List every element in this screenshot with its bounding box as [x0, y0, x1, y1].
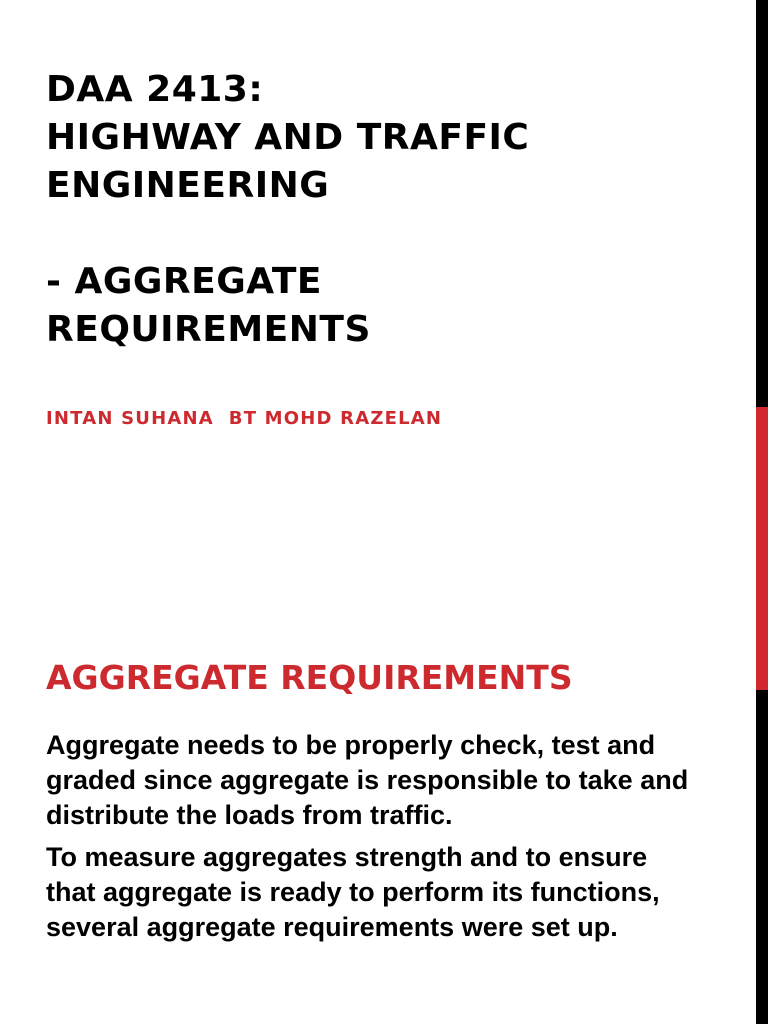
- body-paragraph: To measure aggregates strength and to ensure that aggregate is ready to perform its functions, several aggregate requirements were set up.: [46, 842, 660, 942]
- author-name: INTAN SUHANA BT MOHD RAZELAN: [46, 408, 443, 429]
- right-edge-accent-bar: [756, 407, 768, 690]
- content-slide: [0, 600, 756, 1024]
- title-line-course-name-1: HIGHWAY AND TRAFFIC: [46, 117, 530, 158]
- slide-title: [46, 66, 736, 354]
- body-paragraph: Aggregate needs to be properly check, test and graded since aggregate is responsible to take and distribute the loads from traffic.: [46, 730, 689, 830]
- title-line-topic-1: - AGGREGATE: [46, 261, 323, 302]
- title-line-course-name-2: ENGINEERING: [46, 165, 330, 206]
- slide-heading: AGGREGATE REQUIREMENTS: [46, 658, 573, 697]
- title-spacer: [46, 210, 736, 258]
- title-line-course-code: DAA 2413:: [46, 69, 264, 110]
- slide-body: [46, 728, 696, 952]
- title-line-topic-2: REQUIREMENTS: [46, 309, 371, 350]
